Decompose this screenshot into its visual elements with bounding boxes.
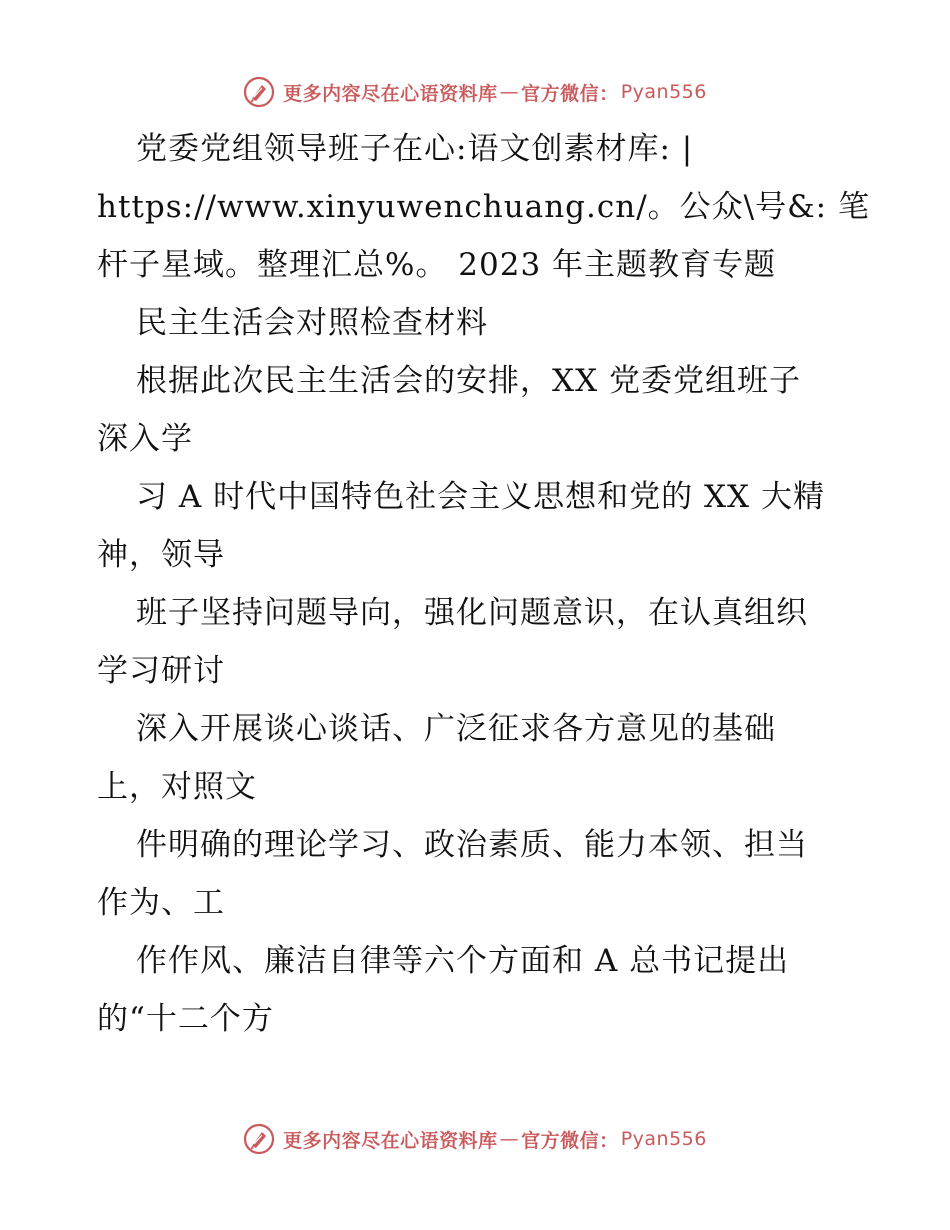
banner-brand-text: 更多内容尽在心语资料库 — [283, 82, 498, 105]
text-line: 的“十二个方 — [97, 1001, 274, 1037]
text-line: 作作风、廉洁自律等六个方面和 A 总书记提出 — [136, 943, 790, 979]
banner-brand-text: 更多内容尽在心语资料库 — [283, 1129, 498, 1152]
pen-nib-logo-icon — [243, 1123, 275, 1155]
text-line: 班子坚持问题导向，强化问题意识，在认真组织 — [136, 595, 808, 631]
banner-separator: — — [499, 1128, 520, 1150]
text-line: 作为、工 — [97, 885, 225, 921]
text-line: 神，领导 — [97, 537, 225, 573]
banner-wechat-id: Pyan556 — [620, 81, 707, 103]
text-line: 件明确的理论学习、政治素质、能力本领、担当 — [136, 827, 808, 863]
text-line: 深入学 — [97, 421, 193, 457]
footer-banner — [0, 1119, 950, 1159]
banner-wechat-id: Pyan556 — [620, 1128, 707, 1150]
text-line: 习 A 时代中国特色社会主义思想和党的 XX 大精 — [136, 479, 825, 515]
header-banner — [0, 72, 950, 112]
text-line: 党委党组领导班子在心:语文创素材库: | — [136, 131, 694, 167]
text-line: 根据此次民主生活会的安排，XX 党委党组班子 — [136, 363, 801, 399]
document-body — [97, 120, 870, 1048]
text-line: 学习研讨 — [97, 653, 225, 689]
text-line: https://www.xinyuwenchuang.cn/。公众\号&: 笔 — [97, 189, 870, 225]
text-line: 民主生活会对照检查材料 — [136, 305, 488, 341]
text-line: 上，对照文 — [97, 769, 257, 805]
pen-nib-logo-icon — [243, 76, 275, 108]
text-line: 杆子星域。整理汇总%。 2023 年主题教育专题 — [97, 247, 777, 283]
banner-separator: — — [499, 81, 520, 103]
text-line: 深入开展谈心谈话、广泛征求各方意见的基础 — [136, 711, 776, 747]
banner-wechat-label: 官方微信： — [521, 82, 619, 105]
banner-wechat-label: 官方微信： — [521, 1129, 619, 1152]
